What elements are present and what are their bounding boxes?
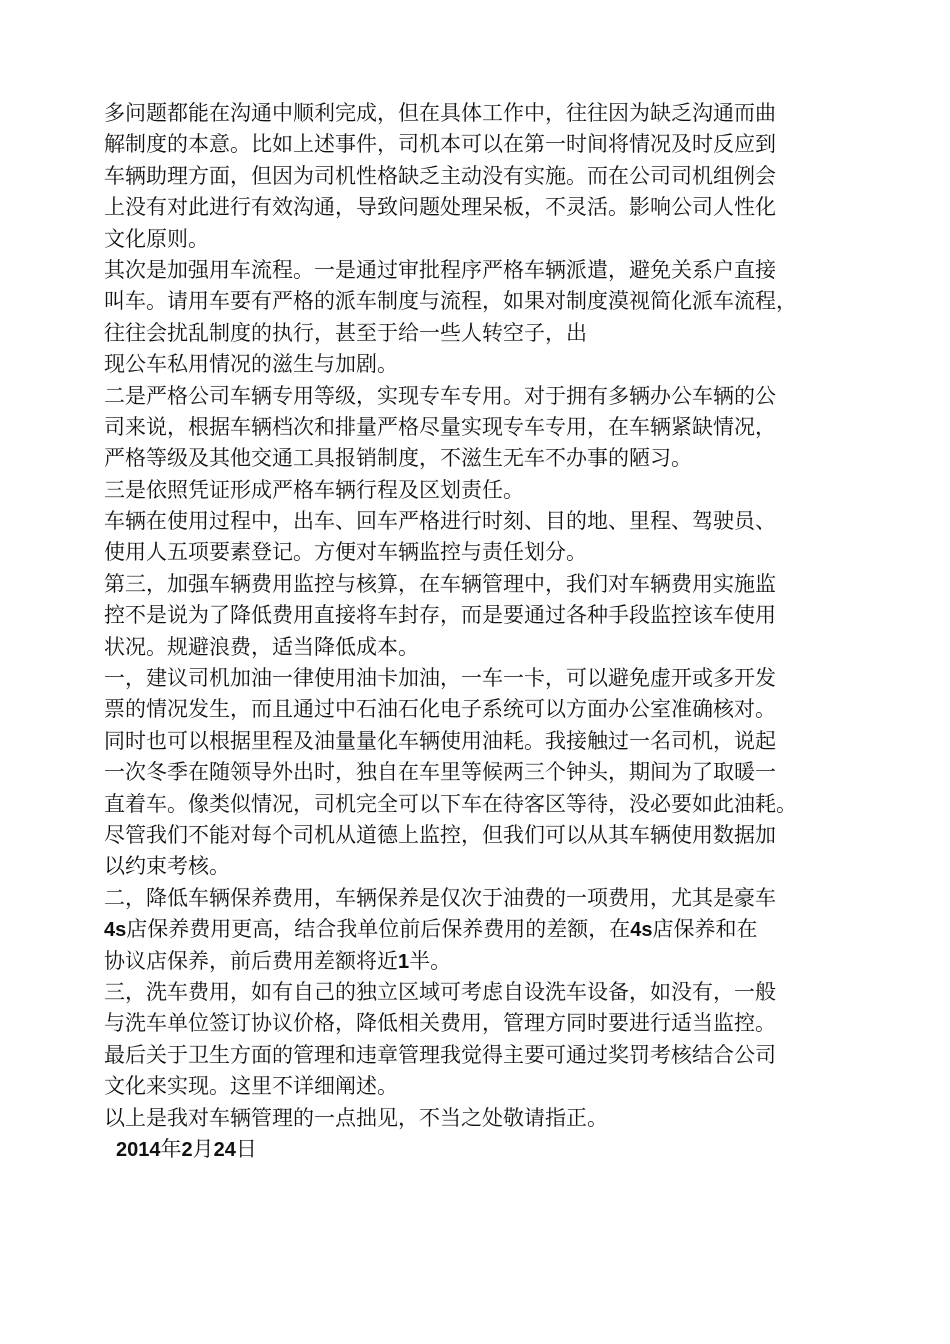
text-line: 使用人五项要素登记。方便对车辆监控与责任划分。 xyxy=(104,540,587,565)
text-fragment: 协议店保养，前后费用差额将近 xyxy=(104,948,398,973)
text-line: 同时也可以根据里程及油量量化车辆使用油耗。我接触过一名司机，说起 xyxy=(104,728,776,753)
text-line: 其次是加强用车流程。一是通过审批程序严格车辆派遣，避免关系户直接 xyxy=(104,257,776,282)
text-line: 一次冬季在随领导外出时，独自在车里等候两三个钟头，期间为了取暖一 xyxy=(104,760,776,785)
text-line: 严格等级及其他交通工具报销制度，不滋生无车不办事的陋习。 xyxy=(104,446,692,471)
text-line: 三是依照凭证形成严格车辆行程及区划责任。 xyxy=(104,477,524,502)
text-fragment: 店保养和在 xyxy=(652,917,758,942)
text-line: 直着车。像类似情况，司机完全可以下车在待客区等待，没必要如此油耗。 xyxy=(104,791,797,816)
text-line-half xyxy=(104,946,864,977)
date-month-unit: 月 xyxy=(192,1136,214,1161)
date-year-unit: 年 xyxy=(160,1136,182,1161)
text-line: 二是严格公司车辆专用等级，实现专车专用。对于拥有多辆办公车辆的公 xyxy=(104,383,776,408)
document-date xyxy=(104,1134,864,1165)
text-line: 文化原则。 xyxy=(104,226,209,251)
date-month: 2 xyxy=(181,1138,193,1161)
latin-4s: 4s xyxy=(630,919,653,942)
text-line: 状况。规避浪费，适当降低成本。 xyxy=(104,634,419,659)
text-fragment: 半。 xyxy=(409,948,452,973)
text-line: 控不是说为了降低费用直接将车封存，而是要通过各种手段监控该车使用 xyxy=(104,603,776,628)
text-line: 以约束考核。 xyxy=(104,854,230,879)
text-line: 票的情况发生，而且通过中石油石化电子系统可以方面办公室准确核对。 xyxy=(104,697,776,722)
text-line: 叫车。请用车要有严格的派车制度与流程，如果对制度漠视简化派车流程， xyxy=(104,289,797,314)
text-line: 往往会扰乱制度的执行，甚至于给一些人转空子，出 xyxy=(104,320,587,345)
text-fragment: 店保养费用更高，结合我单位前后保养费用的差额，在 xyxy=(126,917,631,942)
document-body xyxy=(104,98,864,1165)
text-line: 上没有对此进行有效沟通，导致问题处理呆板，不灵活。影响公司人性化 xyxy=(104,195,776,220)
text-line: 车辆助理方面，但因为司机性格缺乏主动没有实施。而在公司司机组例会 xyxy=(104,163,776,188)
latin-number: 1 xyxy=(398,950,410,973)
text-line: 第三，加强车辆费用监控与核算，在车辆管理中，我们对车辆费用实施监 xyxy=(104,571,776,596)
text-line: 解制度的本意。比如上述事件，司机本可以在第一时间将情况及时反应到 xyxy=(104,132,776,157)
text-line: 三，洗车费用，如有自己的独立区域可考虑自设洗车设备，如没有，一般 xyxy=(104,979,776,1004)
date-day: 24 xyxy=(213,1138,236,1161)
date-day-unit: 日 xyxy=(235,1136,257,1161)
text-line: 与洗车单位签订协议价格，降低相关费用，管理方同时要进行适当监控。 xyxy=(104,1011,776,1036)
text-line: 文化来实现。这里不详细阐述。 xyxy=(104,1074,398,1099)
date-year: 2014 xyxy=(116,1138,161,1161)
text-line: 尽管我们不能对每个司机从道德上监控，但我们可以从其车辆使用数据加 xyxy=(104,822,776,847)
latin-4s: 4s xyxy=(104,919,127,942)
text-line: 现公车私用情况的滋生与加剧。 xyxy=(104,352,398,377)
text-line: 司来说，根据车辆档次和排量严格尽量实现专车专用，在车辆紧缺情况， xyxy=(104,414,776,439)
text-line: 一，建议司机加油一律使用油卡加油，一车一卡，可以避免虚开或多开发 xyxy=(104,666,776,691)
text-line: 车辆在使用过程中，出车、回车严格进行时刻、目的地、里程、驾驶员、 xyxy=(104,509,776,534)
text-line-4s xyxy=(104,914,864,945)
text-line: 以上是我对车辆管理的一点拙见，不当之处敬请指正。 xyxy=(104,1105,608,1130)
text-line: 最后关于卫生方面的管理和违章管理我觉得主要可通过奖罚考核结合公司 xyxy=(104,1042,776,1067)
text-line: 多问题都能在沟通中顺利完成，但在具体工作中，往往因为缺乏沟通而曲 xyxy=(104,101,776,125)
text-line: 二，降低车辆保养费用，车辆保养是仅次于油费的一项费用，尤其是豪车 xyxy=(104,885,776,910)
